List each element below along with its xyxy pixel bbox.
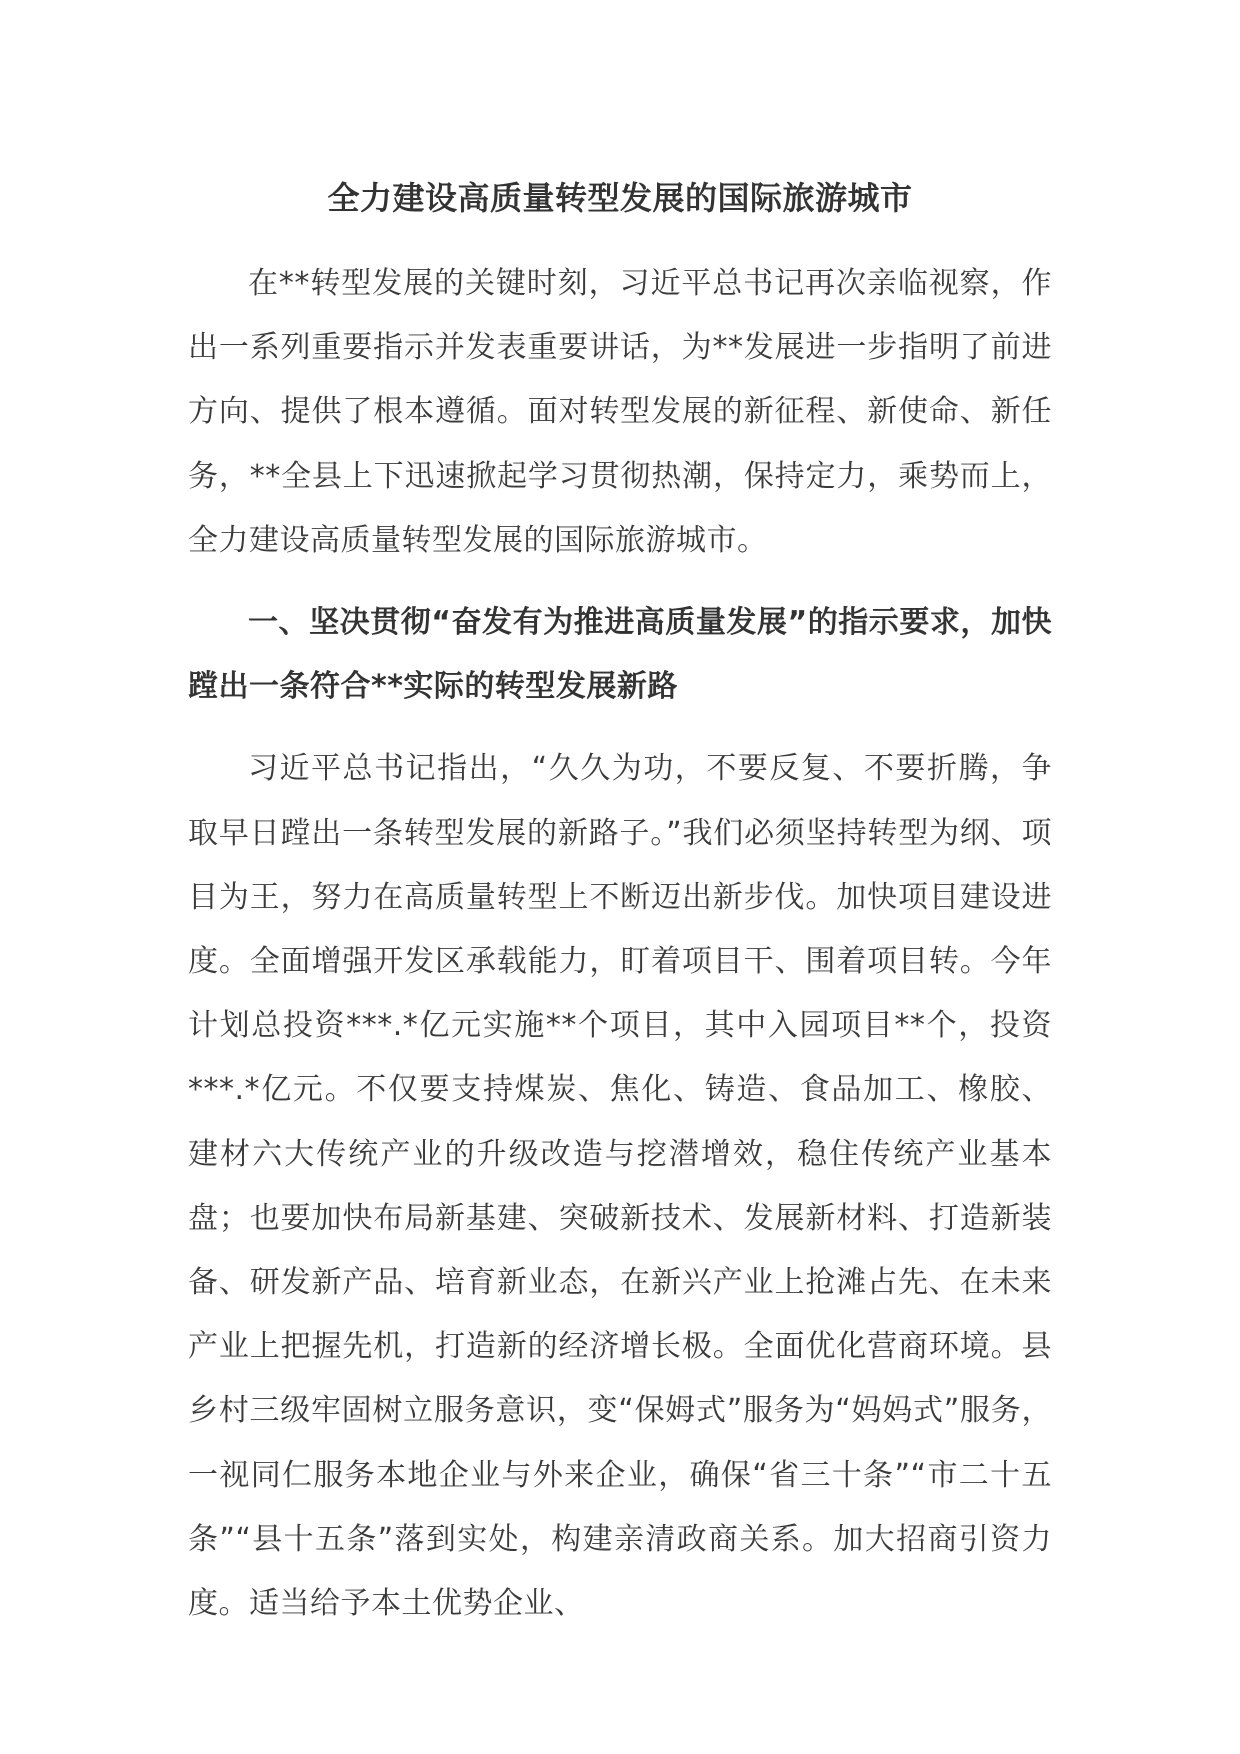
body-paragraph: 习近平总书记指出，“久久为功，不要反复、不要折腾，争取早日蹚出一条转型发展的新路子。”我们必须坚持转型为纲、项目为王，努力在高质量转型上不断迈出新步伐。加快项目建设进度。全面增强开发区承载能力，盯着项目干、围着项目转。今年计划总投资***.*亿元实施**个项目，其中入园项目**个，投资***.*亿元。不仅要支持煤炭、焦化、铸造、食品加工、橡胶、建材六大传统产业的升级改造与挖潜增效，稳住传统产业基本盘；也要加快布局新基建、突破新技术、发展新材料、打造新装备、研发新产品、培育新业态，在新兴产业上抢滩占先、在未来产业上把握先机，打造新的经济增长极。全面优化营商环境。县乡村三级牢固树立服务意识，变“保姆式”服务为“妈妈式”服务，一视同仁服务本地企业与外来企业，确保“省三十条”“市二十五条”“县十五条”落到实处，构建亲清政商关系。加大招商引资力度。适当给予本土优势企业、 [188, 751, 1052, 1622]
document-body [188, 166, 1052, 1636]
document-title: 全力建设高质量转型发展的国际旅游城市 [327, 179, 913, 217]
section-heading: 一、坚决贯彻“奋发有为推进高质量发展”的指示要求，加快蹚出一条符合**实际的转型发展新路 [188, 605, 1052, 705]
intro-paragraph: 在**转型发展的关键时刻，习近平总书记再次亲临视察，作出一系列重要指示并发表重要讲话，为**发展进一步指明了前进方向、提供了根本遵循。面对转型发展的新征程、新使命、新任务，**全县上下迅速掀起学习贯彻热潮，保持定力，乘势而上，全力建设高质量转型发展的国际旅游城市。 [188, 266, 1052, 558]
